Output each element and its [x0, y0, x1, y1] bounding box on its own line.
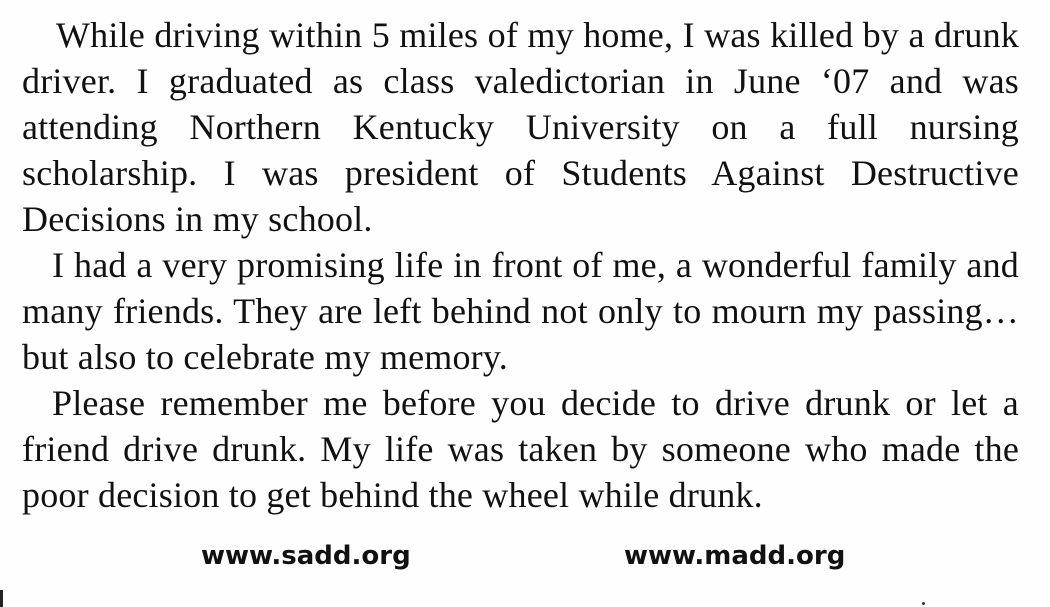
scan-edge-mark [0, 590, 3, 607]
footer-links [0, 536, 1050, 576]
scan-speck [922, 602, 925, 605]
memorial-text [22, 12, 1019, 518]
paragraph-2: I had a very promising life in front of me, a wonderful family and many friends. They are left behind not only to mourn my passing…but also to celebrate my memory. [22, 245, 1019, 377]
sadd-link[interactable]: www.sadd.org [201, 541, 411, 571]
paragraph-3: Please remember me before you decide to drive drunk or let a friend drive drunk. My life was taken by someone who made the poor decision to get behind the wheel while drunk. [22, 383, 1019, 515]
paragraph-1: While driving within 5 miles of my home, I was killed by a drunk driver. I graduated as class valedictorian in June ‘07 and was attending Northern Kentucky University on a full nursing scholarship. I was president of Students Against Destructive Decisions in my school. [22, 15, 1019, 239]
madd-link[interactable]: www.madd.org [624, 541, 846, 571]
